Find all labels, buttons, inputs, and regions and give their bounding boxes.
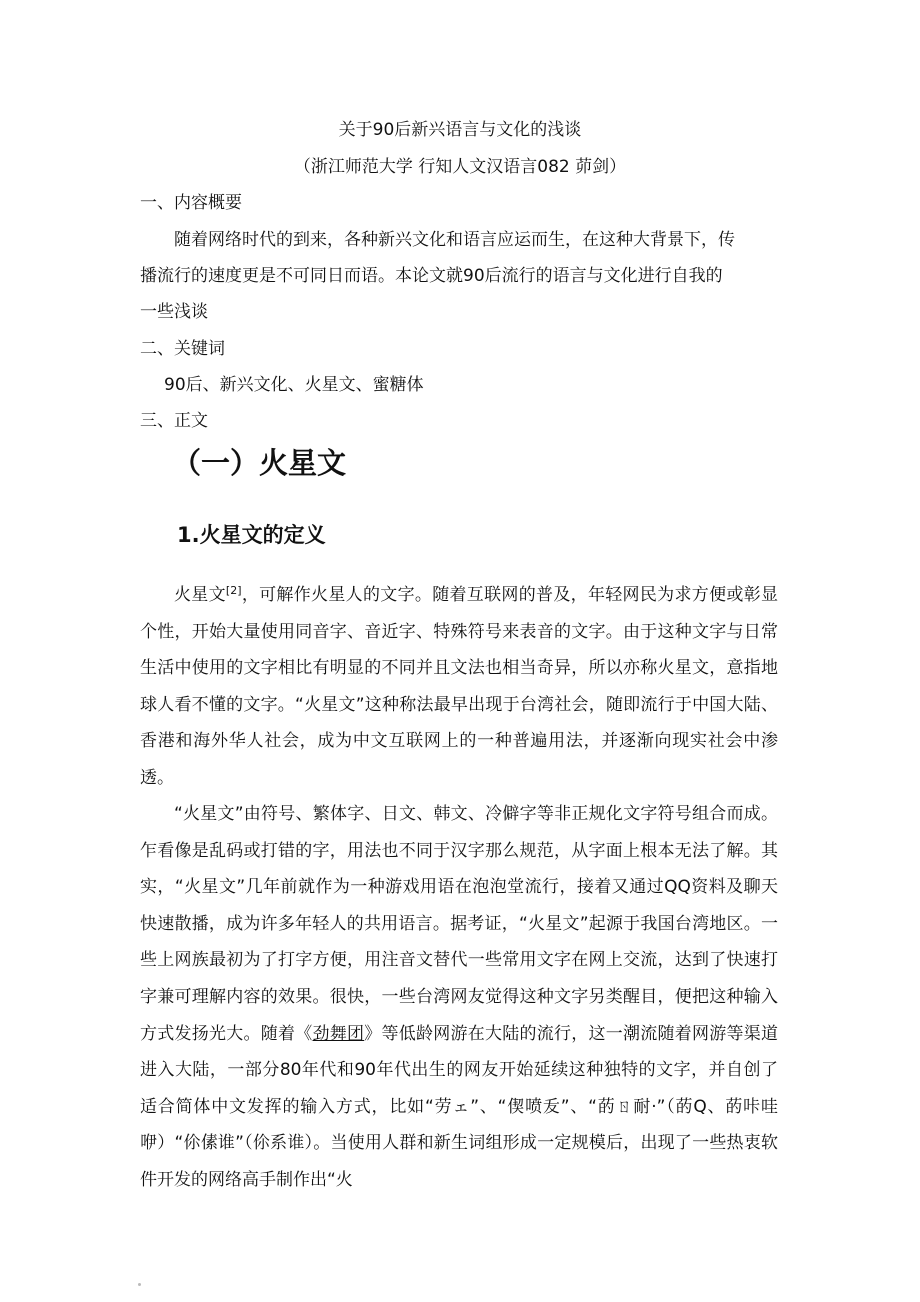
paragraph-origin [140,796,778,1199]
subsection-heading: 1.火星文的定义 [177,523,326,547]
author-line: （浙江师范大学 行知人文汉语言082 茆剑） [293,157,627,177]
document-title: 关于90后新兴语言与文化的浅谈 [338,120,582,140]
chapter-heading: （一）火星文 [172,446,347,480]
body-heading: 三、正文 [140,411,208,431]
keywords-list: 90后、新兴文化、火星文、蜜糖体 [164,375,424,395]
abstract-line: 播流行的速度更是不可同日而语。本论文就90后流行的语言与文化进行自我的 [140,266,723,286]
abstract-line: 一些浅谈 [140,302,208,322]
paragraph-lead: 火星文 [174,585,226,605]
paragraph-text: “火星文”由符号、繁体字、日文、韩文、冷僻字等非正规化文字符号组合而成。乍看像是乱码或打错的字，用法也不同于汉字那么规范，从字面上根本无法了解。其实，“火星文”几年前就作为一种游戏用语在泡泡堂流行，接着又通过QQ资料及聊天快速散播，成为许多年轻人的共用语言。据考证，“火星文”起源于我国台湾地区。一些上网族最初为了打字方便，用注音文替代一些常用文字在网上交流，达到了快速打字兼可理解内容的效果。很快，一些台湾网友觉得这种文字另类醒目，便把这种输入方式发扬光大。随着《 [140,804,778,1044]
keywords-heading: 二、关键词 [140,339,225,359]
abstract-heading: 一、内容概要 [140,193,242,213]
abstract-line: 随着网络时代的到来，各种新兴文化和语言应运而生，在这种大背景下，传 [174,230,735,250]
citation-marker[interactable]: [2] [225,584,242,597]
paragraph-definition [140,577,778,797]
paragraph-text: 》等低龄网游在大陆的流行，这一潮流随着网游等渠道进入大陆，一部分80年代和90年代出生的网友开始延续这种独特的文字，并自创了适合简体中文发挥的输入方式，比如“劳ェ”、“偰喷叐”、“菂ㄖ耐·”（菂Q、菂咔哇咿）“伱傃谁”（伱系谁）。当使用人群和新生词组形成一定规模后，出现了一些热衷软件开发的网络高手制作出“火 [140,1023,778,1190]
game-title-link[interactable]: 劲舞团 [312,1023,365,1044]
page-marker [138,1283,141,1286]
paragraph-text: ，可解作火星人的文字。随着互联网的普及，年轻网民为求方便或彰显个性，开始大量使用同音字、音近字、特殊符号来表音的文字。由于这种文字与日常生活中使用的文字相比有明显的不同并且文法也相当奇异，所以亦称火星文，意指地球人看不懂的文字。“火星文”这种称法最早出现于台湾社会，随即流行于中国大陆、香港和海外华人社会，成为中文互联网上的一种普遍用法，并逐渐向现实社会中渗透。 [140,585,779,788]
